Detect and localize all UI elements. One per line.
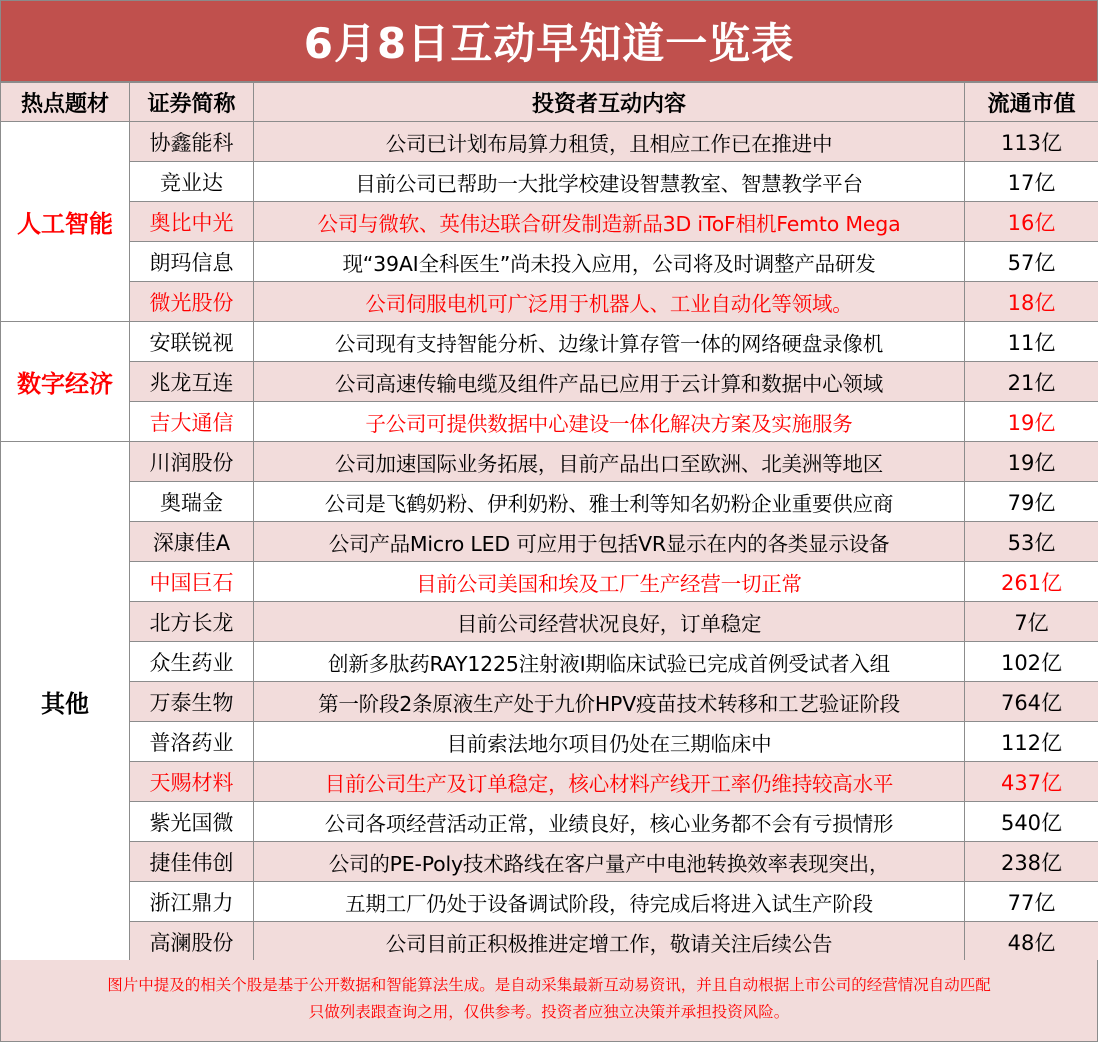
content-text: 目前索法地尔项目仍处在三期临床中 [254, 722, 965, 762]
header-stock: 证券简称 [130, 83, 254, 122]
table-row [1, 482, 1098, 522]
table-row [1, 522, 1098, 562]
header-content: 投资者互动内容 [254, 83, 965, 122]
content-text: 公司是飞鹤奶粉、伊利奶粉、雅士利等知名奶粉企业重要供应商 [254, 482, 965, 522]
header-cap: 流通市值 [965, 83, 1098, 122]
market-cap: 238亿 [965, 842, 1098, 882]
stock-name: 兆龙互连 [130, 362, 254, 402]
market-cap: 19亿 [965, 442, 1098, 482]
content-text: 公司高速传输电缆及组件产品已应用于云计算和数据中心领域 [254, 362, 965, 402]
market-cap: 7亿 [965, 602, 1098, 642]
table-row [1, 642, 1098, 682]
stock-name: 中国巨石 [130, 562, 254, 602]
table-row [1, 842, 1098, 882]
stock-name: 万泰生物 [130, 682, 254, 722]
table-row [1, 202, 1098, 242]
stock-name: 奥瑞金 [130, 482, 254, 522]
table-row [1, 162, 1098, 202]
stock-name: 紫光国微 [130, 802, 254, 842]
market-cap: 18亿 [965, 282, 1098, 322]
table-row [1, 562, 1098, 602]
table-row [1, 762, 1098, 802]
content-text: 公司产品Micro LED 可应用于包括VR显示在内的各类显示设备 [254, 522, 965, 562]
topic-other: 其他 [1, 442, 130, 962]
content-text: 目前公司已帮助一大批学校建设智慧教室、智慧教学平台 [254, 162, 965, 202]
content-text: 目前公司经营状况良好，订单稳定 [254, 602, 965, 642]
market-cap: 48亿 [965, 922, 1098, 962]
stock-name: 浙江鼎力 [130, 882, 254, 922]
table-row [1, 922, 1098, 962]
content-text: 公司已计划布局算力租赁，且相应工作已在推进中 [254, 122, 965, 162]
page-title: 6月8日互动早知道一览表 [0, 0, 1098, 82]
market-cap: 540亿 [965, 802, 1098, 842]
stock-name: 高澜股份 [130, 922, 254, 962]
market-cap: 19亿 [965, 402, 1098, 442]
stock-name: 普洛药业 [130, 722, 254, 762]
content-text: 公司各项经营活动正常，业绩良好，核心业务都不会有亏损情形 [254, 802, 965, 842]
stock-name: 协鑫能科 [130, 122, 254, 162]
table-row [1, 722, 1098, 762]
table-row [1, 402, 1098, 442]
market-cap: 77亿 [965, 882, 1098, 922]
content-text: 目前公司生产及订单稳定，核心材料产线开工率仍维持较高水平 [254, 762, 965, 802]
table-row [1, 442, 1098, 482]
table-row [1, 802, 1098, 842]
stock-name: 安联锐视 [130, 322, 254, 362]
disclaimer-line-1: 图片中提及的相关个股是基于公开数据和智能算法生成。是自动采集最新互动易资讯，并且自动根据上市公司的经营情况自动匹配 [107, 976, 991, 994]
content-text: 公司目前正积极推进定增工作，敬请关注后续公告 [254, 922, 965, 962]
stock-name: 众生药业 [130, 642, 254, 682]
content-text: 现“39AI全科医生”尚未投入应用，公司将及时调整产品研发 [254, 242, 965, 282]
content-text: 子公司可提供数据中心建设一体化解决方案及实施服务 [254, 402, 965, 442]
market-cap: 57亿 [965, 242, 1098, 282]
content-text: 公司现有支持智能分析、边缘计算存管一体的网络硬盘录像机 [254, 322, 965, 362]
table-row [1, 682, 1098, 722]
table-row [1, 362, 1098, 402]
table-row [1, 242, 1098, 282]
stock-name: 深康佳A [130, 522, 254, 562]
table-row [1, 322, 1098, 362]
market-cap: 102亿 [965, 642, 1098, 682]
market-cap: 11亿 [965, 322, 1098, 362]
market-cap: 16亿 [965, 202, 1098, 242]
stock-name: 竞业达 [130, 162, 254, 202]
market-cap: 261亿 [965, 562, 1098, 602]
market-cap: 764亿 [965, 682, 1098, 722]
topic-digital-economy: 数字经济 [1, 322, 130, 442]
stock-name: 微光股份 [130, 282, 254, 322]
stock-name: 川润股份 [130, 442, 254, 482]
table-row [1, 282, 1098, 322]
content-text: 公司与微软、英伟达联合研发制造新品3D iToF相机Femto Mega [254, 202, 965, 242]
market-cap: 112亿 [965, 722, 1098, 762]
market-cap: 17亿 [965, 162, 1098, 202]
content-text: 创新多肽药RAY1225注射液I期临床试验已完成首例受试者入组 [254, 642, 965, 682]
market-cap: 437亿 [965, 762, 1098, 802]
table-header-row [1, 83, 1098, 122]
disclaimer-line-2: 只做列表跟查询之用，仅供参考。投资者应独立决策并承担投资风险。 [308, 1003, 790, 1021]
stock-name: 吉大通信 [130, 402, 254, 442]
market-cap: 21亿 [965, 362, 1098, 402]
interaction-table [0, 82, 1098, 962]
stock-name: 天赐材料 [130, 762, 254, 802]
disclaimer [0, 960, 1098, 1042]
content-text: 第一阶段2条原液生产处于九价HPV疫苗技术转移和工艺验证阶段 [254, 682, 965, 722]
market-cap: 79亿 [965, 482, 1098, 522]
content-text: 目前公司美国和埃及工厂生产经营一切正常 [254, 562, 965, 602]
stock-name: 北方长龙 [130, 602, 254, 642]
content-text: 公司的PE-Poly技术路线在客户量产中电池转换效率表现突出， [254, 842, 965, 882]
stock-name: 朗玛信息 [130, 242, 254, 282]
market-cap: 113亿 [965, 122, 1098, 162]
stock-name: 奥比中光 [130, 202, 254, 242]
table-row [1, 882, 1098, 922]
table-row [1, 602, 1098, 642]
content-text: 公司伺服电机可广泛用于机器人、工业自动化等领域。 [254, 282, 965, 322]
header-topic: 热点题材 [1, 83, 130, 122]
topic-ai: 人工智能 [1, 122, 130, 322]
stock-name: 捷佳伟创 [130, 842, 254, 882]
content-text: 公司加速国际业务拓展，目前产品出口至欧洲、北美洲等地区 [254, 442, 965, 482]
content-text: 五期工厂仍处于设备调试阶段，待完成后将进入试生产阶段 [254, 882, 965, 922]
table-row [1, 122, 1098, 162]
market-cap: 53亿 [965, 522, 1098, 562]
